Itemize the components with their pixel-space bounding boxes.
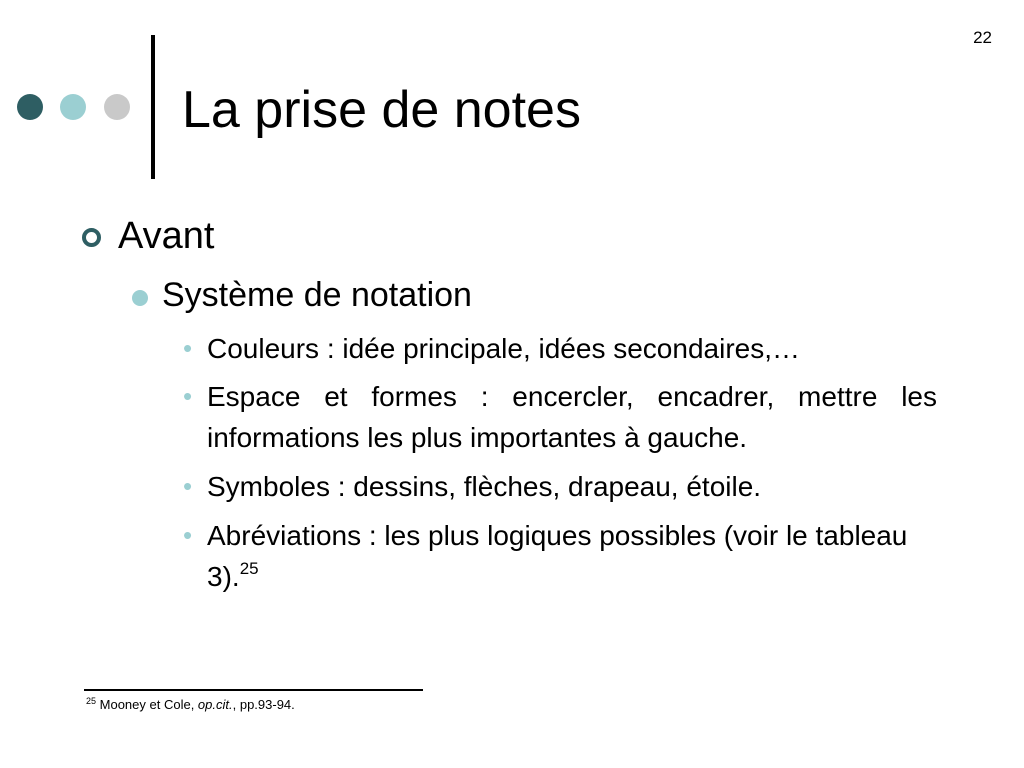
bullet-dot-icon: • xyxy=(183,520,193,550)
footnote xyxy=(86,697,295,712)
footnote-divider xyxy=(84,689,423,691)
slide-title: La prise de notes xyxy=(182,81,581,139)
slide-number: 22 xyxy=(973,28,992,47)
footnote-text-after: , pp.93-94. xyxy=(232,697,295,712)
footnote-text-before: Mooney et Cole, xyxy=(99,697,198,712)
bullet-text: Symboles : dessins, flèches, drapeau, étoile. xyxy=(207,471,762,502)
bullet-text-body: Abréviations : les plus logiques possibles (voir le tableau 3). xyxy=(207,520,908,592)
dot-bullet-icon xyxy=(132,290,148,306)
footnote-number: 25 xyxy=(86,696,97,706)
bullet-item-abreviations xyxy=(183,515,923,597)
decorative-dot-dark xyxy=(17,94,43,120)
bullet-item-symboles xyxy=(183,466,937,507)
decorative-dot-gray xyxy=(104,94,130,120)
bullet-dot-icon: • xyxy=(183,471,193,501)
footnote-italic: op.cit. xyxy=(197,697,233,712)
footnote-ref: 25 xyxy=(239,559,259,578)
bullet-level1-text: Avant xyxy=(118,215,215,257)
bullet-item-espace xyxy=(183,376,937,458)
bullet-item-couleurs xyxy=(183,328,937,369)
ring-bullet-icon xyxy=(82,228,101,247)
decorative-dot-teal xyxy=(60,94,86,120)
title-divider xyxy=(151,35,155,179)
bullet-text: Couleurs : idée principale, idées secondaires,… xyxy=(207,333,800,364)
bullet-dot-icon: • xyxy=(183,333,193,363)
bullet-text: Espace et formes : encercler, encadrer, mettre les informations les plus importantes à gauche. xyxy=(207,381,937,453)
bullet-dot-icon: • xyxy=(183,381,193,411)
bullet-level2-text: Système de notation xyxy=(162,276,472,314)
bullet-text xyxy=(207,515,923,597)
